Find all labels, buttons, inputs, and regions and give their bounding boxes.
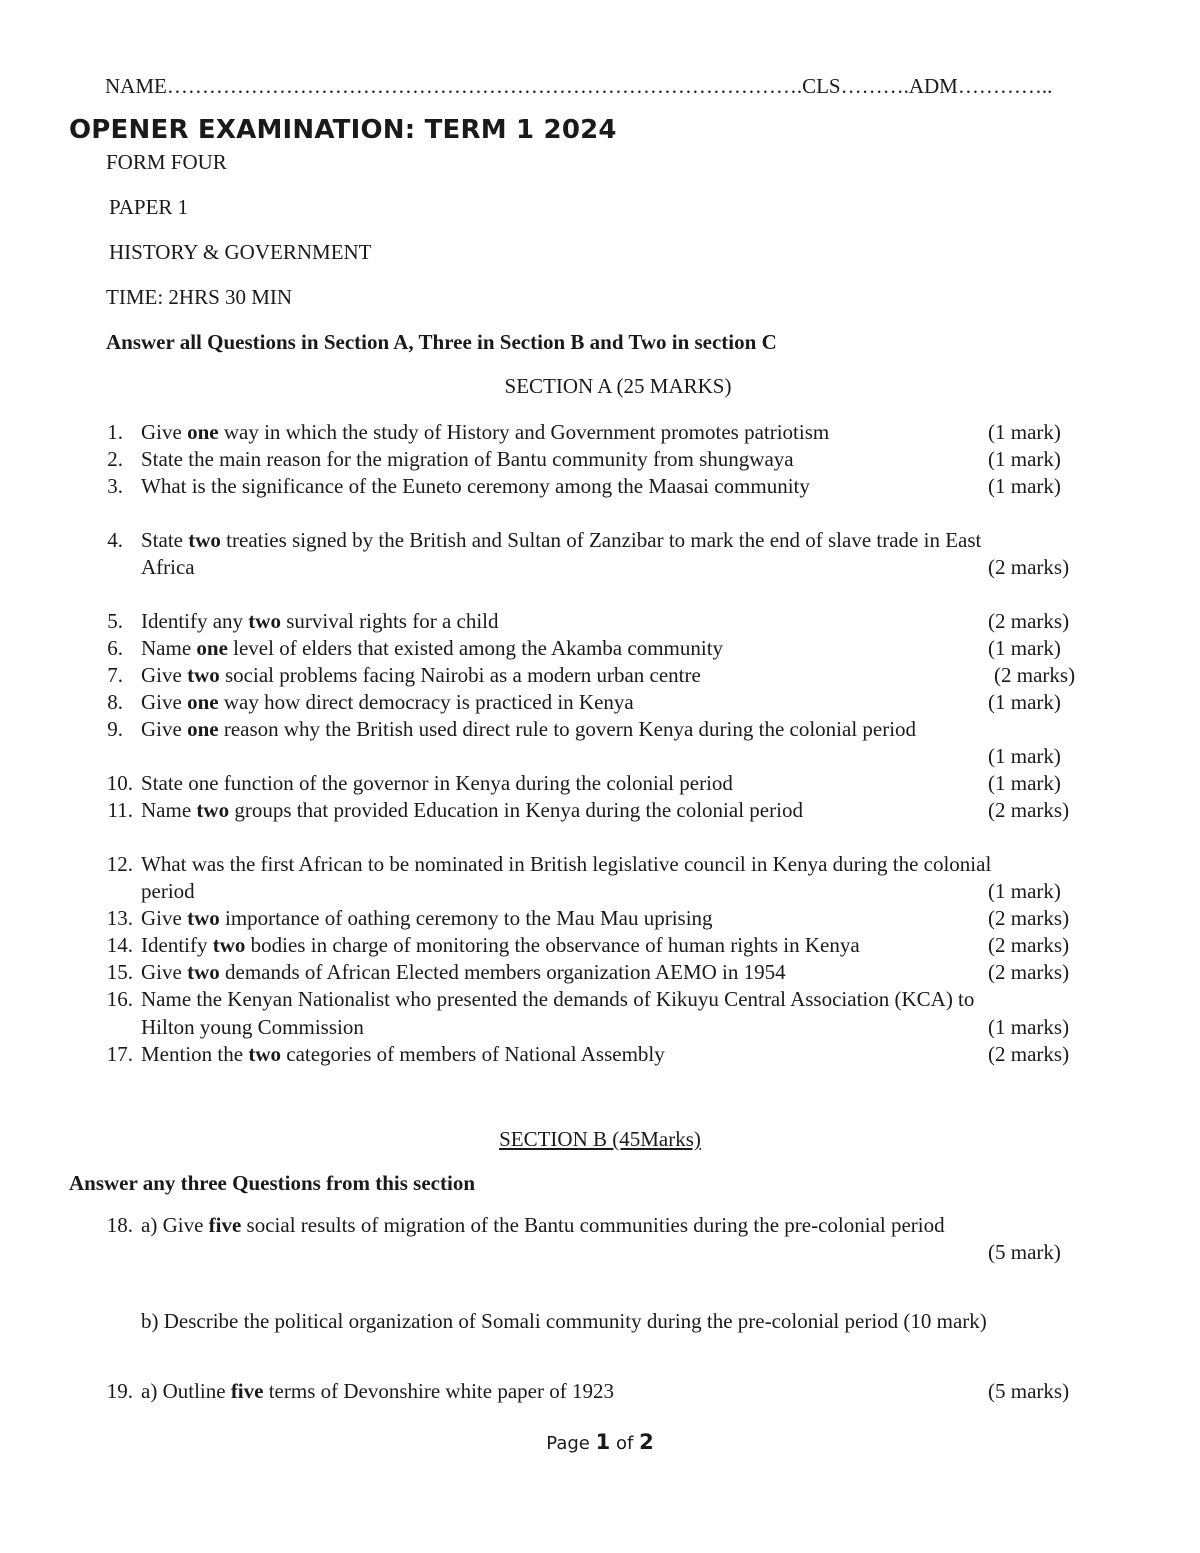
- emphasis: two: [248, 1042, 281, 1066]
- question-number: 17.: [106, 1042, 133, 1066]
- question-marks: (5 marks): [988, 1379, 1070, 1403]
- general-instructions: Answer all Questions in Section A, Three in Section B and Two in section C: [106, 330, 777, 354]
- question-number: 16.: [106, 987, 133, 1011]
- of-word: of: [615, 1433, 634, 1454]
- question-marks: (1 mark): [988, 474, 1061, 498]
- question-marks: (2 marks): [994, 663, 1076, 687]
- question-number: 11.: [107, 798, 133, 822]
- emphasis: two: [248, 609, 281, 633]
- question-9: 9. Give one reason why the British used direct rule to govern Kenya during the colonial period: [0, 717, 1200, 744]
- question-marks: (2 marks): [988, 609, 1070, 633]
- emphasis: one: [187, 717, 219, 741]
- question-number: 10.: [106, 771, 133, 795]
- emphasis: one: [196, 636, 228, 660]
- question-marks: (1 mark): [988, 744, 1061, 768]
- question-text-continued: period: [141, 879, 195, 903]
- question-number: 1.: [107, 420, 123, 444]
- emphasis: one: [187, 420, 219, 444]
- question-18a: 18. a) Give five social results of migration of the Bantu communities during the pre-colonial period: [0, 1213, 1200, 1240]
- question-11: 11. Name two groups that provided Education in Kenya during the colonial period (2 marks): [0, 798, 1200, 825]
- question-number: 3.: [107, 474, 123, 498]
- question-number: 4.: [107, 528, 123, 552]
- question-number: 6.: [107, 636, 123, 660]
- question-marks: (1 mark): [988, 420, 1061, 444]
- question-9-continued: [0, 744, 1200, 771]
- question-number: 7.: [107, 663, 123, 687]
- question-number: 8.: [107, 690, 123, 714]
- emphasis: two: [196, 798, 230, 822]
- question-text: b) Describe the political organization of Somali community during the pre-colonial period (10 mark): [141, 1309, 987, 1333]
- question-marks: (2 marks): [988, 555, 1070, 579]
- question-number: 13.: [106, 906, 133, 930]
- question-12-continued: [0, 879, 1200, 906]
- question-12: [0, 852, 1200, 879]
- question-marks: (1 mark): [988, 447, 1061, 471]
- question-6: 6. Name one level of elders that existed among the Akamba community (1 mark): [0, 636, 1200, 663]
- section-b-heading: SECTION B (45Marks): [499, 1127, 701, 1151]
- question-1: 1. Give one way in which the study of History and Government promotes patriotism (1 mark): [0, 420, 1200, 447]
- page-number: 1: [595, 1430, 611, 1454]
- exam-title: OPENER EXAMINATION: TERM 1 2024: [69, 115, 617, 145]
- question-number: 19.: [106, 1379, 133, 1403]
- page-total: 2: [639, 1430, 654, 1454]
- emphasis: one: [187, 690, 219, 714]
- question-number: 9.: [107, 717, 123, 741]
- question-18a-continued: [0, 1240, 1200, 1267]
- question-7: 7. Give two social problems facing Nairobi as a modern urban centre (2 marks): [0, 663, 1200, 690]
- question-number: 15.: [106, 960, 133, 984]
- question-marks: (1 mark): [988, 879, 1061, 903]
- question-14: 14. Identify two bodies in charge of monitoring the observance of human rights in Kenya (2 marks): [0, 933, 1200, 960]
- emphasis: five: [208, 1213, 242, 1237]
- emphasis: five: [230, 1379, 264, 1403]
- question-5: 5. Identify any two survival rights for a child (2 marks): [0, 609, 1200, 636]
- question-10: [0, 771, 1200, 798]
- question-text: State one function of the governor in Kenya during the colonial period: [141, 771, 733, 795]
- question-text: What was the first African to be nominated in British legislative council in Kenya during the colonial: [141, 852, 992, 876]
- section-a-heading: SECTION A (25 MARKS): [504, 374, 732, 398]
- question-text: Name the Kenyan Nationalist who presented the demands of Kikuyu Central Association (KCA) to: [141, 987, 975, 1011]
- emphasis: two: [187, 906, 220, 930]
- question-marks: (1 mark): [988, 771, 1061, 795]
- emphasis: two: [212, 933, 246, 957]
- question-19a: 19. a) Outline five terms of Devonshire white paper of 1923 (5 marks): [0, 1379, 1200, 1406]
- emphasis: two: [188, 528, 221, 552]
- question-2: [0, 447, 1200, 474]
- question-18b: [0, 1309, 1200, 1336]
- question-marks: (1 mark): [988, 690, 1061, 714]
- question-text-continued: Africa: [141, 555, 195, 579]
- question-8: 8. Give one way how direct democracy is practiced in Kenya (1 mark): [0, 690, 1200, 717]
- question-17: 17. Mention the two categories of members of National Assembly (2 marks): [0, 1042, 1200, 1069]
- name-cls-adm-line: NAME……………………………………………………………………………….CLS……….ADM…………..: [105, 74, 1053, 98]
- question-text-continued: Hilton young Commission: [141, 1015, 364, 1039]
- emphasis: two: [187, 663, 220, 687]
- question-marks: (2 marks): [988, 1042, 1070, 1066]
- emphasis: two: [187, 960, 220, 984]
- question-marks: (5 mark): [988, 1240, 1061, 1264]
- subject-label: HISTORY & GOVERNMENT: [109, 240, 372, 264]
- question-16: [0, 987, 1200, 1014]
- question-13: 13. Give two importance of oathing ceremony to the Mau Mau uprising (2 marks): [0, 906, 1200, 933]
- time-label: TIME: 2HRS 30 MIN: [106, 285, 293, 309]
- page-word: Page: [546, 1433, 590, 1454]
- question-16-continued: [0, 1015, 1200, 1042]
- question-4-continued: [0, 555, 1200, 582]
- question-4: 4. State two treaties signed by the British and Sultan of Zanzibar to mark the end of slave trade in East: [0, 528, 1200, 555]
- paper-label: PAPER 1: [109, 195, 189, 219]
- question-marks: (1 mark): [988, 636, 1061, 660]
- section-b-instruction: Answer any three Questions from this section: [69, 1171, 475, 1195]
- question-number: 12.: [106, 852, 133, 876]
- question-3: [0, 474, 1200, 501]
- question-number: 18.: [106, 1213, 133, 1237]
- question-number: 5.: [107, 609, 123, 633]
- question-marks: (2 marks): [988, 960, 1070, 984]
- question-marks: (2 marks): [988, 906, 1070, 930]
- question-marks: (2 marks): [988, 798, 1070, 822]
- question-text: State the main reason for the migration of Bantu community from shungwaya: [141, 447, 794, 471]
- question-number: 14.: [106, 933, 133, 957]
- question-number: 2.: [107, 447, 123, 471]
- page-footer: [0, 1430, 1200, 1454]
- question-text: What is the significance of the Euneto ceremony among the Maasai community: [141, 474, 810, 498]
- question-marks: (1 marks): [988, 1015, 1070, 1039]
- question-marks: (2 marks): [988, 933, 1070, 957]
- form-label: FORM FOUR: [106, 150, 227, 174]
- question-15: 15. Give two demands of African Elected members organization AEMO in 1954 (2 marks): [0, 960, 1200, 987]
